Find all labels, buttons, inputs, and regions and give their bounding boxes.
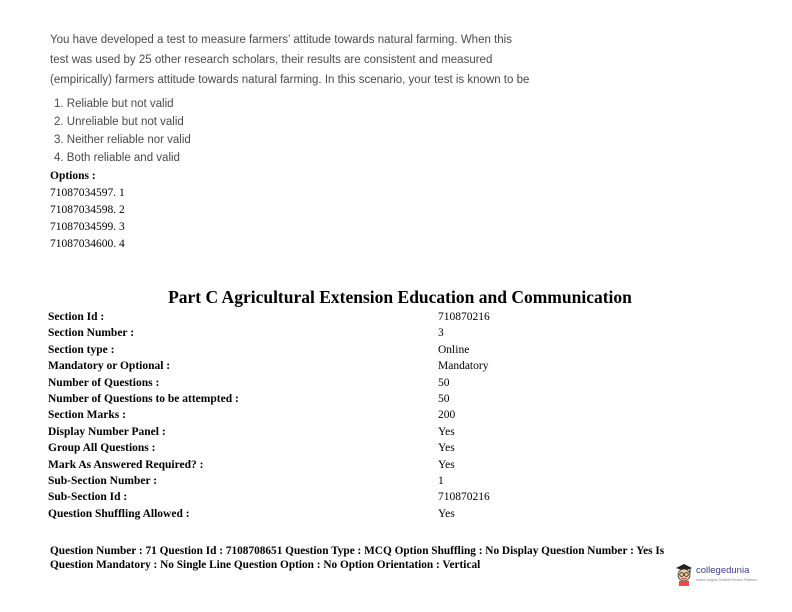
student-mascot-icon bbox=[674, 562, 694, 586]
answer-choices bbox=[54, 95, 191, 167]
option-id: 71087034600. 4 bbox=[50, 238, 125, 250]
options-block bbox=[50, 168, 125, 253]
row-value: Yes bbox=[438, 425, 455, 438]
row-value: 1 bbox=[438, 475, 444, 488]
row-value: 200 bbox=[438, 409, 456, 422]
answer-choice: 3. Neither reliable nor valid bbox=[54, 134, 191, 146]
row-label: Sub-Section Number : bbox=[48, 475, 158, 488]
row-label: Section Marks : bbox=[48, 409, 126, 422]
row-label: Number of Questions : bbox=[48, 376, 160, 389]
row-value: 50 bbox=[438, 393, 450, 406]
table-row bbox=[48, 457, 638, 473]
row-value: 710870216 bbox=[438, 311, 490, 323]
options-heading: Options : bbox=[50, 170, 96, 182]
table-row bbox=[48, 309, 638, 325]
row-label: Sub-Section Id : bbox=[48, 491, 128, 504]
table-row bbox=[48, 407, 638, 423]
row-value: 50 bbox=[438, 376, 450, 389]
option-id: 71087034597. 1 bbox=[50, 187, 125, 199]
row-value: Online bbox=[438, 343, 470, 356]
question-line: (empirically) farmers attitude towards natural farming. In this scenario, your test is known to be bbox=[50, 74, 530, 86]
table-row bbox=[48, 342, 638, 358]
table-row bbox=[48, 473, 638, 489]
section-title: Part C Agricultural Extension Education and Communication bbox=[168, 287, 632, 307]
question-meta bbox=[50, 544, 750, 572]
answer-choice: 2. Unreliable but not valid bbox=[54, 116, 184, 128]
option-id: 71087034598. 2 bbox=[50, 204, 125, 216]
row-label: Question Shuffling Allowed : bbox=[48, 507, 190, 520]
brand-name: collegedunia bbox=[696, 565, 750, 576]
row-label: Group All Questions : bbox=[48, 442, 156, 455]
row-label: Section Number : bbox=[48, 327, 135, 340]
table-row bbox=[48, 424, 638, 440]
brand-logo bbox=[674, 562, 757, 588]
row-value: Mandatory bbox=[438, 360, 489, 373]
question-meta-line: Question Mandatory : No Single Line Question Option : No Option Orientation : Vertical bbox=[50, 559, 481, 571]
question-meta-line: Question Number : 71 Question Id : 7108708651 Question Type : MCQ Option Shuffling : No Display Question Number : Yes Is bbox=[50, 545, 665, 557]
brand-tagline: India's largest Student Review Platform bbox=[696, 578, 757, 582]
row-value: 3 bbox=[438, 327, 444, 340]
table-row bbox=[48, 391, 638, 407]
section-info-table bbox=[48, 309, 638, 522]
table-row bbox=[48, 358, 638, 374]
table-row bbox=[48, 440, 638, 456]
row-label: Display Number Panel : bbox=[48, 425, 166, 438]
answer-choice: 4. Both reliable and valid bbox=[54, 152, 180, 164]
table-row bbox=[48, 375, 638, 391]
row-value: Yes bbox=[438, 458, 455, 471]
table-row bbox=[48, 489, 638, 505]
table-row bbox=[48, 506, 638, 522]
row-label: Number of Questions to be attempted : bbox=[48, 393, 239, 406]
row-label: Mark As Answered Required? : bbox=[48, 458, 204, 471]
question-line: You have developed a test to measure farmers’ attitude towards natural farming. When this bbox=[50, 34, 512, 46]
question-text-block bbox=[50, 30, 570, 90]
row-label: Mandatory or Optional : bbox=[48, 360, 171, 373]
row-value: Yes bbox=[438, 442, 455, 455]
row-label: Section type : bbox=[48, 343, 115, 356]
row-label: Section Id : bbox=[48, 311, 105, 323]
question-line: test was used by 25 other research scholars, their results are consistent and measured bbox=[50, 54, 493, 66]
option-id: 71087034599. 3 bbox=[50, 221, 125, 233]
table-row bbox=[48, 325, 638, 341]
row-value: 710870216 bbox=[438, 491, 490, 504]
answer-choice: 1. Reliable but not valid bbox=[54, 98, 174, 110]
row-value: Yes bbox=[438, 507, 455, 520]
